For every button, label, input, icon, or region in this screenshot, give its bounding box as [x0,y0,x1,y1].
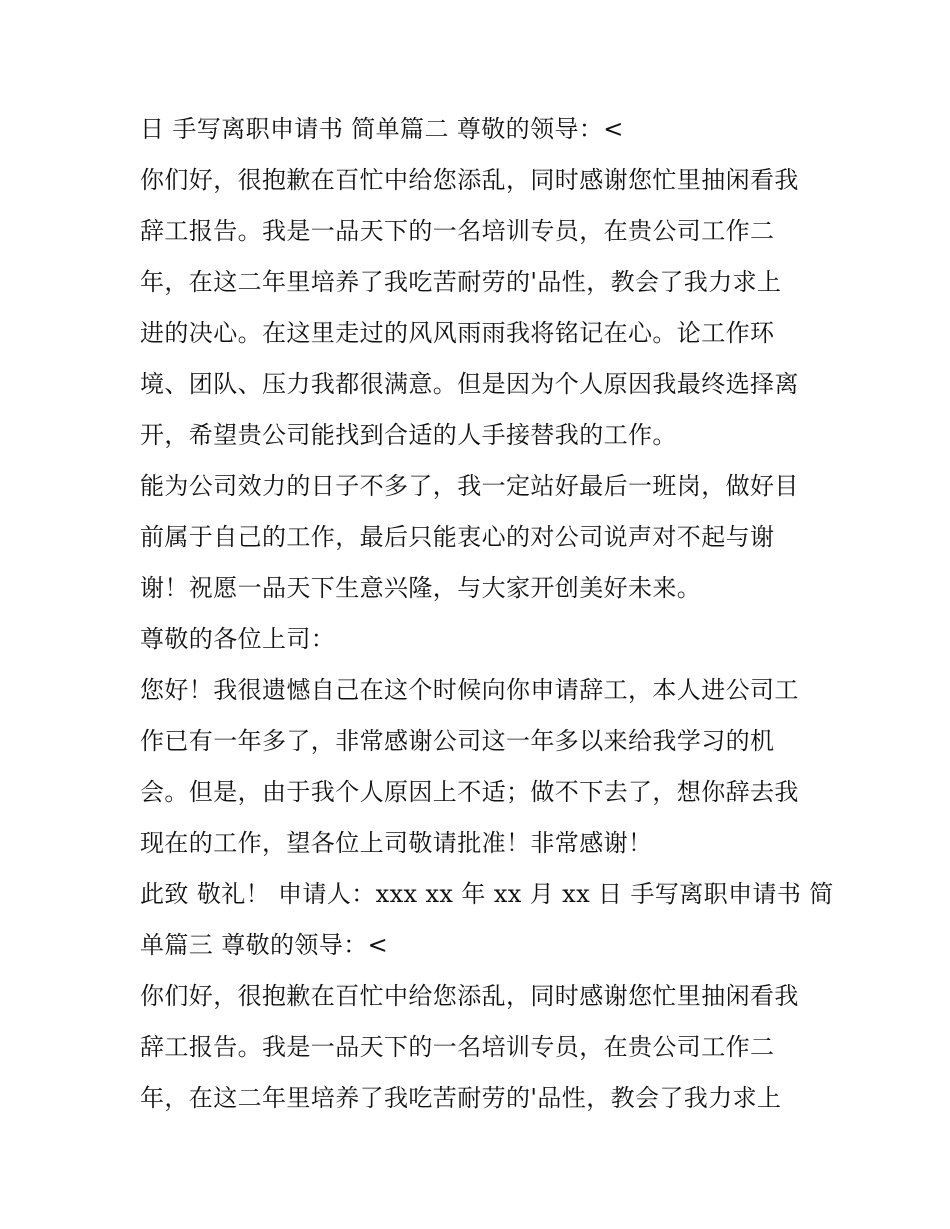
text-line: 开，希望贵公司能找到合适的人手接替我的工作。 [140,421,677,449]
text-line: 你们好，很抱歉在百忙中给您添乱，同时感谢您忙里抽闲看我 [140,982,799,1010]
text-line: 尊敬的各位上司： [140,625,336,653]
text-line: 此致 敬礼！ 申请人：xxx xx 年 xx 月 xx 日 手写离职申请书 简 [140,880,834,908]
text-line: 您好！我很遗憾自己在这个时候向你申请辞工，本人进公司工 [140,676,799,704]
text-line: 会。但是，由于我个人原因上不适；做不下去了，想你辞去我 [140,778,799,806]
text-line: 年，在这二年里培养了我吃苦耐劳的'品性，教会了我力求上 [140,268,782,296]
text-line: 日 手写离职申请书 简单篇二 尊敬的领导：< [140,115,624,143]
text-line: 你们好，很抱歉在百忙中给您添乱，同时感谢您忙里抽闲看我 [140,166,799,194]
text-line: 单篇三 尊敬的领导：< [140,931,389,959]
text-line: 年，在这二年里培养了我吃苦耐劳的'品性，教会了我力求上 [140,1084,782,1112]
text-line: 进的决心。在这里走过的风风雨雨我将铭记在心。论工作环 [140,319,775,347]
text-line: 能为公司效力的日子不多了，我一定站好最后一班岗，做好目 [140,472,799,500]
text-line: 辞工报告。我是一品天下的一名培训专员，在贵公司工作二 [140,1033,775,1061]
text-line: 境、团队、压力我都很满意。但是因为个人原因我最终选择离 [140,370,799,398]
text-line: 现在的工作，望各位上司敬请批准！非常感谢！ [140,829,653,857]
text-line: 辞工报告。我是一品天下的一名培训专员，在贵公司工作二 [140,217,775,245]
text-line: 谢！祝愿一品天下生意兴隆，与大家开创美好未来。 [140,574,702,602]
text-line: 作已有一年多了，非常感谢公司这一年多以来给我学习的机 [140,727,775,755]
text-line: 前属于自己的工作，最后只能衷心的对公司说声对不起与谢 [140,523,775,551]
